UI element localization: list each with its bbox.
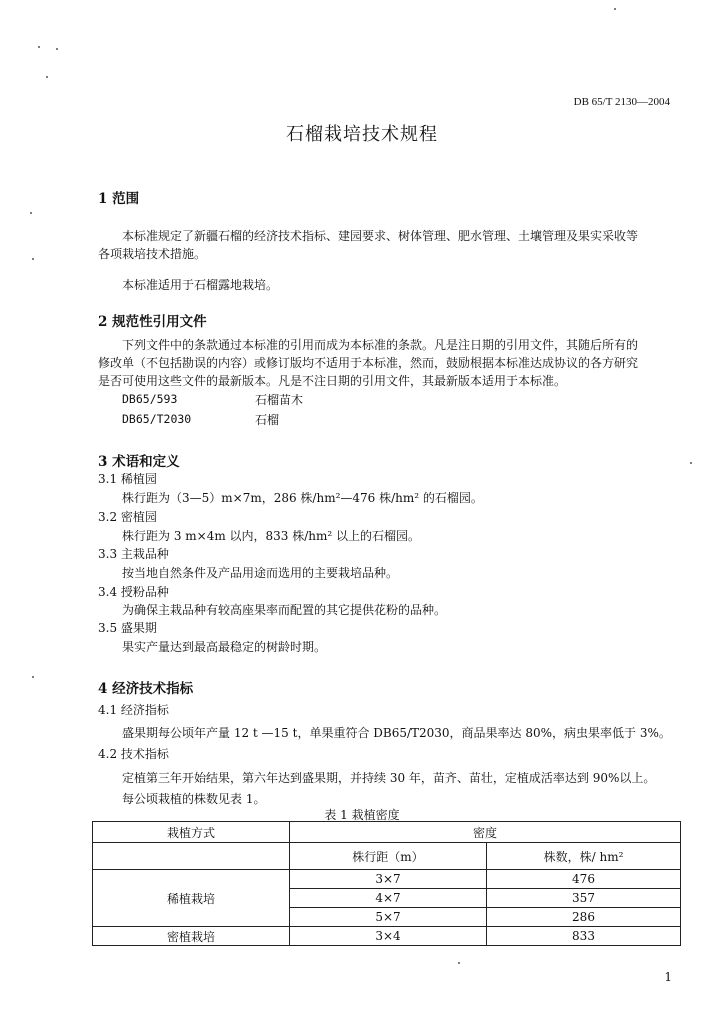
count-cell: 833 [487, 927, 681, 946]
table-caption: 表 1 栽植密度 [324, 808, 400, 822]
term-definition: 株行距为（3—5）m×7m，286 株/hm²—476 株/hm² 的石榴园。 [122, 491, 483, 505]
section-1-para-1-line-2: 各项栽培技术措施。 [98, 247, 207, 261]
section-3-heading: 3 术语和定义 [98, 454, 180, 470]
table-row [93, 927, 681, 946]
term-definition: 按当地自然条件及产品用途而选用的主要栽培品种。 [122, 566, 399, 580]
subsection-text: 盛果期每公顷年产量 12 t —15 t，单果重符合 DB65/T2030，商品果率达 80%，病虫果率低于 3%。 [122, 726, 671, 740]
spacing-cell: 3×7 [290, 870, 487, 889]
term-definition: 果实产量达到最高最稳定的树龄时期。 [122, 640, 327, 654]
section-4-heading: 4 经济技术指标 [98, 681, 194, 697]
section-1-para-1-line-1: 本标准规定了新疆石榴的经济技术指标、建园要求、树体管理、肥水管理、土壤管理及果实采收等 [122, 229, 639, 243]
scan-speck [56, 48, 58, 50]
term-number: 3.1 稀植园 [98, 472, 157, 486]
scan-speck [614, 8, 616, 10]
section-2-line-3: 是否可使用这些文件的最新版本。凡是不注日期的引用文件，其最新版本适用于本标准。 [98, 374, 567, 388]
spacing-cell: 5×7 [290, 908, 487, 927]
spacing-cell: 3×4 [290, 927, 487, 946]
scan-speck [32, 676, 34, 678]
term-number: 3.4 授粉品种 [98, 585, 169, 599]
count-cell: 357 [487, 889, 681, 908]
section-2-heading: 2 规范性引用文件 [98, 314, 207, 330]
spacing-cell: 4×7 [290, 889, 487, 908]
subsection-text: 定植第三年开始结果，第六年达到盛果期，并持续 30 年，苗齐、苗壮，定植成活率达到 90%以上。 [122, 771, 656, 785]
reference-code: DB65/T2030 [122, 412, 192, 426]
subsection-number: 4.1 经济指标 [98, 703, 169, 717]
subsection-text: 每公顷栽植的株数见表 1。 [122, 792, 266, 806]
planting-density-table [92, 821, 681, 946]
reference-name: 石榴 [255, 413, 280, 427]
term-number: 3.2 密植园 [98, 510, 157, 524]
scan-speck [38, 46, 40, 48]
column-header-method: 栽植方式 [93, 822, 290, 843]
group-label-dense: 密植栽培 [93, 927, 290, 946]
subheader-count: 株数，株/ hm² [487, 843, 681, 870]
term-number: 3.3 主栽品种 [98, 547, 169, 561]
group-label-sparse: 稀植栽培 [93, 870, 290, 927]
table-row [93, 870, 681, 889]
subsection-number: 4.2 技术指标 [98, 747, 169, 761]
reference-name: 石榴苗木 [255, 393, 304, 407]
scan-speck [46, 76, 48, 78]
subheader-spacing: 株行距（m） [290, 843, 487, 870]
page-number: 1 [664, 970, 672, 984]
section-2-line-2: 修改单（不包括勘误的内容）或修订版均不适用于本标准，然而，鼓励根据本标准达成协议的各方研究 [98, 356, 639, 370]
section-1-heading: 1 范围 [98, 191, 140, 207]
scan-speck [32, 258, 34, 260]
standard-code: DB 65/T 2130—2004 [573, 96, 670, 108]
scan-speck [458, 962, 460, 964]
term-number: 3.5 盛果期 [98, 621, 157, 635]
term-definition: 株行距为 3 m×4m 以内，833 株/hm² 以上的石榴园。 [122, 529, 421, 543]
empty-cell [93, 843, 290, 870]
scan-speck [30, 212, 32, 214]
document-title: 石榴栽培技术规程 [286, 124, 438, 145]
term-definition: 为确保主栽品种有较高座果率而配置的其它提供花粉的品种。 [122, 603, 447, 617]
section-1-para-2: 本标准适用于石榴露地栽培。 [122, 278, 279, 292]
section-2-line-1: 下列文件中的条款通过本标准的引用而成为本标准的条款。凡是注日期的引用文件，其随后所有的 [122, 338, 639, 352]
count-cell: 286 [487, 908, 681, 927]
column-header-density: 密度 [290, 822, 681, 843]
scan-speck [690, 462, 692, 464]
reference-code: DB65/593 [122, 392, 178, 406]
count-cell: 476 [487, 870, 681, 889]
